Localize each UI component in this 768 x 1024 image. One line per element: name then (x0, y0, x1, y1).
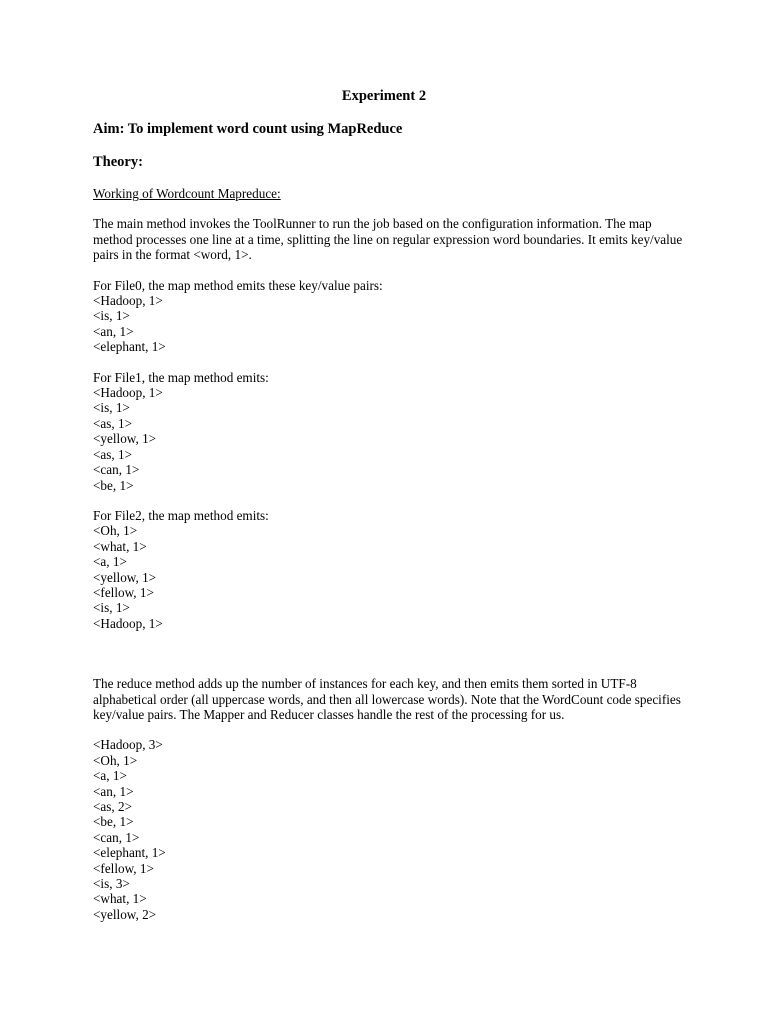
key-value-pair: <as, 1> (93, 415, 133, 431)
key-value-pair: <Hadoop, 1> (93, 293, 163, 309)
file0-lead: For File0, the map method emits these key/value pairs: (93, 277, 383, 293)
file1-lead: For File1, the map method emits: (93, 369, 269, 385)
key-value-pair: <elephant, 1> (93, 845, 166, 861)
key-value-pair: <be, 1> (93, 477, 134, 493)
key-value-pair: <yellow, 2> (93, 906, 157, 922)
file1-block (93, 370, 683, 493)
section-subheading: Working of Wordcount Mapreduce: (93, 186, 281, 201)
key-value-pair: <fellow, 1> (93, 584, 154, 600)
key-value-pair: <Oh, 1> (93, 523, 138, 539)
file0-block (93, 278, 683, 355)
key-value-pair: <what, 1> (93, 891, 147, 907)
key-value-pair: <as, 2> (93, 799, 133, 814)
key-value-pair: <can, 1> (93, 462, 140, 478)
key-value-pair: <fellow, 1> (93, 860, 154, 876)
key-value-pair: <as, 1> (93, 446, 133, 462)
key-value-pair: <Hadoop, 1> (93, 385, 163, 401)
key-value-pair: <is, 1> (93, 400, 130, 416)
intro-paragraph: The main method invokes the ToolRunner to run the job based on the configuration information. The map method processes one line at a time, splitting the line on regular expression word boundaries. It emits key/value pairs in the format <word, 1>. (93, 216, 683, 263)
key-value-pair: <an, 1> (93, 323, 134, 339)
reduce-paragraph: The reduce method adds up the number of instances for each key, and then emits them sorted in UTF-8 alphabetical order (all uppercase words, and then all lowercase words). Note that the WordCount code specifies key/value pairs. The Mapper and Reducer classes handle the rest of the processing for us. (93, 676, 681, 722)
document-title: Experiment 2 (341, 88, 427, 104)
spacer (93, 646, 683, 676)
key-value-pair: <an, 1> (93, 783, 134, 799)
file2-pairs (93, 523, 683, 631)
file2-lead: For File2, the map method emits: (93, 507, 269, 523)
document-page (93, 88, 683, 922)
key-value-pair: <is, 3> (93, 876, 130, 892)
key-value-pair: <Oh, 1> (93, 752, 138, 768)
key-value-pair: <yellow, 1> (93, 431, 157, 447)
key-value-pair: <a, 1> (93, 768, 127, 784)
key-value-pair: <be, 1> (93, 814, 134, 830)
reduce-output-pairs (93, 737, 683, 922)
key-value-pair: <a, 1> (93, 554, 127, 570)
key-value-pair: <elephant, 1> (93, 339, 166, 355)
file2-block (93, 508, 683, 631)
key-value-pair: <can, 1> (93, 829, 140, 845)
key-value-pair: <what, 1> (93, 538, 147, 554)
file1-pairs (93, 385, 683, 493)
key-value-pair: <Hadoop, 1> (93, 615, 163, 631)
key-value-pair: <Hadoop, 3> (93, 737, 163, 753)
theory-heading: Theory: (93, 154, 143, 170)
aim-heading: Aim: To implement word count using MapReduce (93, 121, 403, 137)
key-value-pair: <is, 1> (93, 308, 130, 324)
key-value-pair: <yellow, 1> (93, 569, 157, 585)
file0-pairs (93, 293, 683, 355)
key-value-pair: <is, 1> (93, 600, 130, 616)
